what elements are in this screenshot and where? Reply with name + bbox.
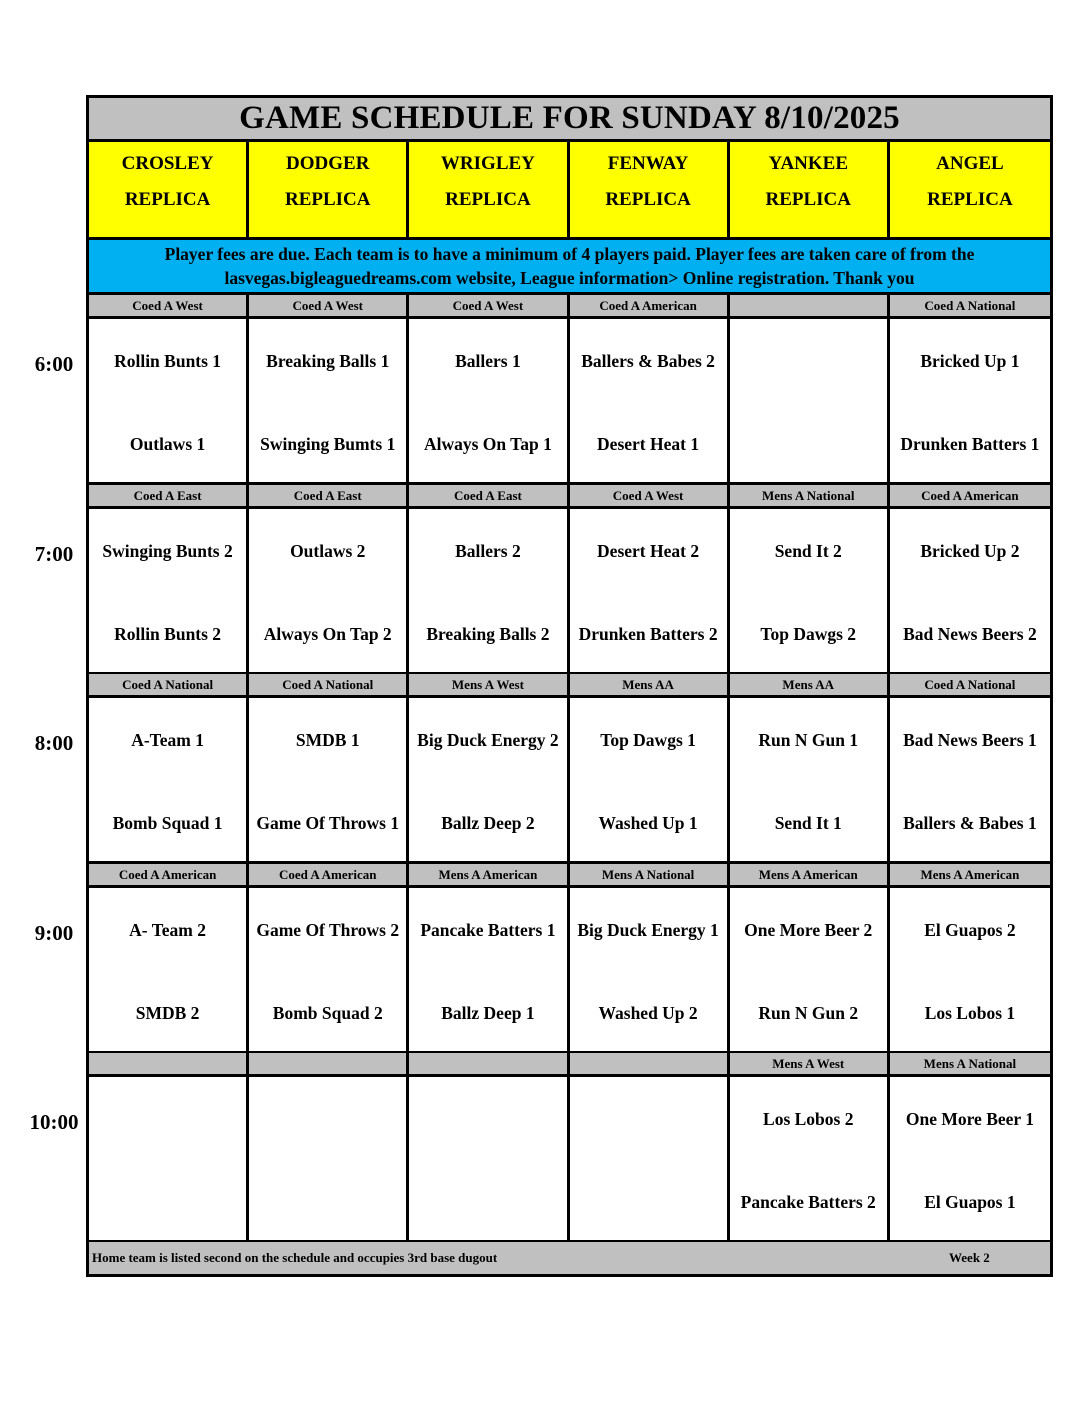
home-team: Swinging Bumts 1 [260, 434, 396, 454]
division-label: Coed A National [890, 674, 1050, 695]
division-row [89, 864, 1050, 888]
division-label [730, 295, 890, 316]
game-cell [249, 509, 409, 672]
field-header [409, 142, 569, 237]
division-label: Coed A West [570, 485, 730, 506]
division-row [89, 1053, 1050, 1077]
game-cell [730, 319, 890, 482]
time-label: 9:00 [34, 921, 74, 945]
game-cell [89, 698, 249, 861]
away-team: One More Beer 1 [905, 1109, 1034, 1129]
division-label: Coed A National [249, 674, 409, 695]
field-subtitle: REPLICA [605, 189, 691, 210]
home-team: Pancake Batters 2 [740, 1192, 876, 1212]
field-subtitle: REPLICA [124, 189, 211, 210]
time-label: 7:00 [34, 542, 74, 566]
home-team [572, 1172, 725, 1232]
division-label: Mens A American [730, 864, 890, 885]
division-label: Mens A West [409, 674, 569, 695]
division-label: Mens A American [890, 864, 1050, 885]
away-team: Breaking Balls 1 [266, 351, 390, 371]
game-cell [249, 888, 409, 1051]
home-team: Send It 1 [774, 813, 842, 833]
game-cell [570, 888, 730, 1051]
away-team: Send It 2 [774, 541, 842, 561]
away-team: Ballers & Babes 2 [581, 351, 715, 371]
division-label: Coed A East [409, 485, 569, 506]
game-cell [409, 888, 569, 1051]
game-cell [730, 509, 890, 672]
game-cell [89, 888, 249, 1051]
field-name: ANGEL [936, 153, 1004, 174]
field-header [730, 142, 890, 237]
game-cell [730, 698, 890, 861]
field-header [89, 142, 249, 237]
game-cell [409, 509, 569, 672]
division-label: Coed A East [89, 485, 249, 506]
home-team [91, 1172, 244, 1232]
away-team: A- Team 2 [129, 920, 206, 940]
game-cell [890, 698, 1050, 861]
game-cell [249, 1077, 409, 1240]
division-label: Coed A East [249, 485, 409, 506]
away-team: Swinging Bunts 2 [102, 541, 233, 561]
home-team: Drunken Batters 1 [900, 434, 1040, 454]
field-subtitle: REPLICA [927, 189, 1013, 210]
home-team: Bomb Squad 2 [272, 1003, 383, 1023]
game-cell [570, 1077, 730, 1240]
game-cell [890, 319, 1050, 482]
game-cell [409, 1077, 569, 1240]
home-team: Ballz Deep 2 [441, 813, 535, 833]
field-header [570, 142, 730, 237]
away-team [732, 331, 885, 391]
schedule-sheet [86, 95, 1053, 1277]
division-label: Mens AA [570, 674, 730, 695]
game-cell [89, 319, 249, 482]
away-team: Ballers 2 [455, 541, 521, 561]
game-cell [409, 319, 569, 482]
division-label: Mens AA [730, 674, 890, 695]
away-team: Game Of Throws 2 [256, 920, 400, 940]
home-team: Always On Tap 1 [423, 434, 552, 454]
away-team: Rollin Bunts 1 [114, 351, 222, 371]
home-team: Los Lobos 1 [924, 1003, 1016, 1023]
game-cell [249, 698, 409, 861]
division-label: Coed A National [890, 295, 1050, 316]
game-cell [89, 1077, 249, 1240]
page-title: GAME SCHEDULE FOR SUNDAY 8/10/2025 [89, 98, 1050, 142]
away-team [572, 1089, 725, 1149]
away-team: A-Team 1 [131, 730, 204, 750]
game-cell [890, 888, 1050, 1051]
division-label: Coed A West [249, 295, 409, 316]
footer-bar [89, 1242, 1050, 1274]
home-team: Ballers & Babes 1 [903, 813, 1037, 833]
away-team: El Guapos 2 [924, 920, 1016, 940]
division-label: Mens A American [409, 864, 569, 885]
division-row [89, 485, 1050, 509]
home-team: Top Dawgs 2 [760, 624, 857, 644]
game-cell [890, 509, 1050, 672]
time-label: 8:00 [34, 731, 74, 755]
home-team: Ballz Deep 1 [441, 1003, 535, 1023]
games-row [89, 888, 1050, 1054]
field-subtitle: REPLICA [445, 189, 531, 210]
away-team: Big Duck Energy 2 [417, 730, 559, 750]
home-team: Outlaws 1 [129, 434, 206, 454]
home-team [411, 1172, 564, 1232]
game-cell [89, 509, 249, 672]
division-label [249, 1053, 409, 1074]
field-name: YANKEE [768, 153, 849, 174]
game-cell [570, 319, 730, 482]
home-team: Desert Heat 1 [597, 434, 700, 454]
field-subtitle: REPLICA [284, 189, 371, 210]
home-team: Always On Tap 2 [263, 624, 392, 644]
away-team: Outlaws 2 [290, 541, 366, 561]
game-cell [890, 1077, 1050, 1240]
game-cell [730, 888, 890, 1051]
division-label: Coed A American [249, 864, 409, 885]
division-label [89, 1053, 249, 1074]
field-header-row [89, 142, 1050, 240]
away-team: Los Lobos 2 [763, 1109, 854, 1129]
time-label: 10:00 [29, 1110, 79, 1134]
field-header [890, 142, 1050, 237]
division-label: Coed A West [89, 295, 249, 316]
games-row [89, 698, 1050, 864]
home-team-note: Home team is listed second on the schedule and occupies 3rd base dugout [92, 1250, 498, 1265]
away-team: Desert Heat 2 [597, 541, 700, 561]
division-label [409, 1053, 569, 1074]
field-header [249, 142, 409, 237]
home-team: Washed Up 2 [598, 1003, 698, 1023]
away-team: Pancake Batters 1 [420, 920, 556, 940]
home-team: Run N Gun 2 [758, 1003, 859, 1023]
games-row [89, 1077, 1050, 1243]
away-team: Big Duck Energy 1 [577, 920, 719, 940]
game-cell [409, 698, 569, 861]
away-team: Bricked Up 1 [920, 351, 1020, 371]
away-team: Bad News Beers 1 [903, 730, 1037, 750]
home-team [251, 1172, 404, 1232]
division-label: Coed A West [409, 295, 569, 316]
home-team [732, 414, 885, 474]
away-team [411, 1089, 564, 1149]
games-row [89, 319, 1050, 485]
division-label: Mens A National [890, 1053, 1050, 1074]
away-team [91, 1089, 244, 1149]
division-label: Coed A American [570, 295, 730, 316]
home-team: Bad News Beers 2 [903, 624, 1037, 644]
division-label: Coed A National [89, 674, 249, 695]
field-name: DODGER [286, 153, 370, 174]
game-cell [570, 698, 730, 861]
field-name: FENWAY [607, 153, 689, 174]
division-row [89, 295, 1050, 319]
division-row [89, 674, 1050, 698]
game-cell [249, 319, 409, 482]
division-label: Mens A National [730, 485, 890, 506]
home-team: Game Of Throws 1 [256, 813, 400, 833]
home-team: Bomb Squad 1 [112, 813, 223, 833]
away-team: Top Dawgs 1 [600, 730, 696, 750]
fee-notice: Player fees are due. Each team is to have a minimum of 4 players paid. Player fees are taken care of from the lasvegas.bigleaguedreams.com website, League information> Online registration. Thank you [89, 240, 1050, 295]
time-label: 6:00 [34, 352, 74, 376]
away-team [251, 1089, 404, 1149]
home-team: Breaking Balls 2 [426, 624, 550, 644]
game-cell [570, 509, 730, 672]
division-label: Mens A National [570, 864, 730, 885]
home-team: SMDB 2 [135, 1003, 200, 1023]
home-team: Rollin Bunts 2 [114, 624, 222, 644]
division-label: Mens A West [730, 1053, 890, 1074]
away-team: Bricked Up 2 [920, 541, 1020, 561]
division-label: Coed A American [89, 864, 249, 885]
away-team: Ballers 1 [455, 351, 521, 371]
home-team: Drunken Batters 2 [578, 624, 718, 644]
home-team: Washed Up 1 [598, 813, 698, 833]
away-team: SMDB 1 [295, 730, 360, 750]
away-team: Run N Gun 1 [758, 730, 859, 750]
field-subtitle: REPLICA [765, 189, 851, 210]
division-label: Coed A American [890, 485, 1050, 506]
game-cell [730, 1077, 890, 1240]
field-name: CROSLEY [121, 153, 214, 174]
home-team: El Guapos 1 [924, 1192, 1016, 1212]
field-name: WRIGLEY [440, 153, 535, 174]
away-team: One More Beer 2 [744, 920, 873, 940]
week-label: Week 2 [949, 1250, 990, 1265]
division-label [570, 1053, 730, 1074]
games-row [89, 509, 1050, 675]
